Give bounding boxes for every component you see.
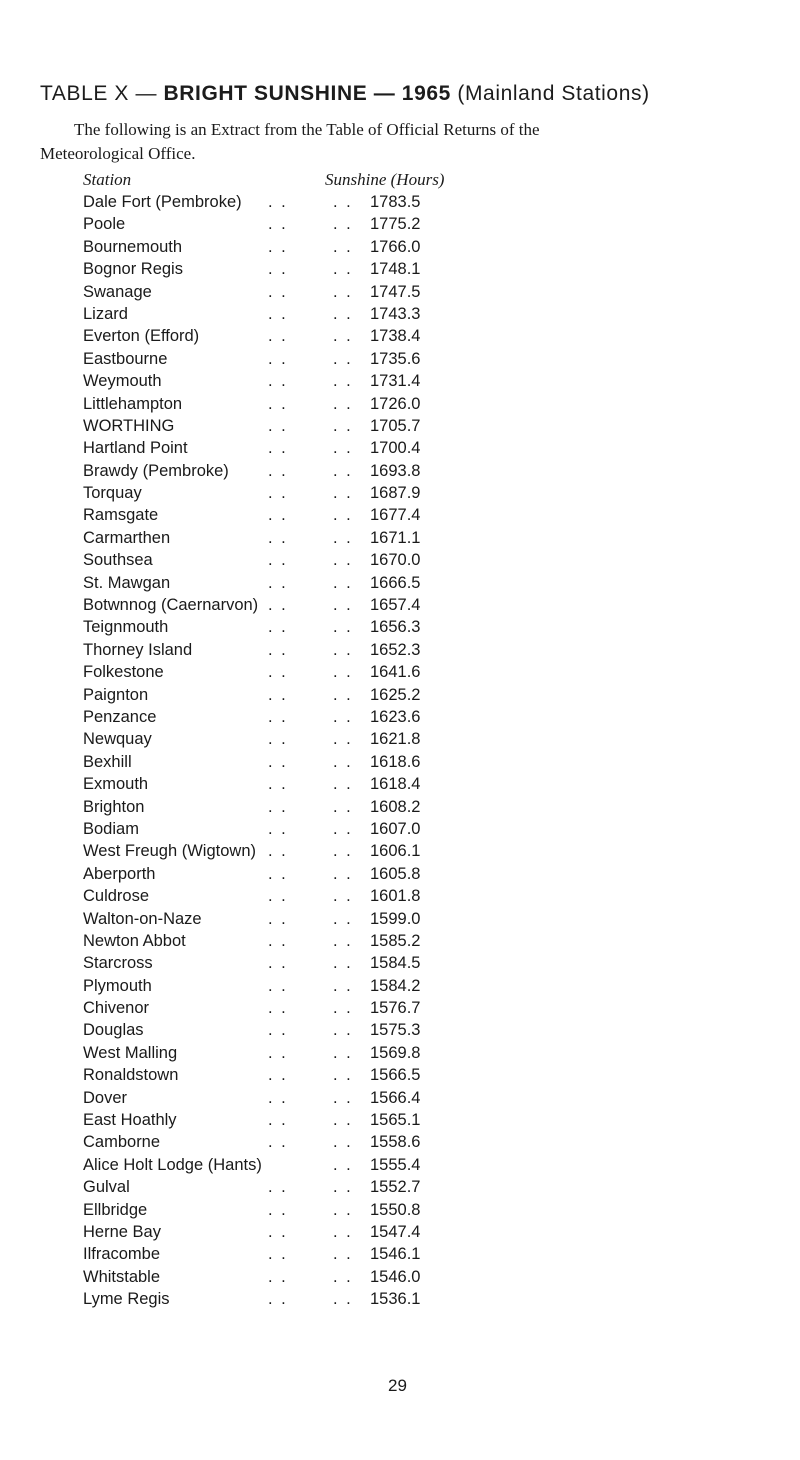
leader-dots: . . [268, 282, 288, 301]
sunshine-table [0, 193, 800, 1313]
table-row [0, 1066, 800, 1088]
table-row [0, 887, 800, 909]
station-name: West Freugh (Wigtown) [83, 842, 256, 861]
leader-dots: . . [333, 551, 353, 570]
table-row [0, 932, 800, 954]
table-row [0, 1268, 800, 1290]
sunshine-hours: 1775.2 [370, 215, 421, 234]
table-row [0, 1089, 800, 1111]
table-row [0, 529, 800, 551]
leader-dots: . . [268, 439, 288, 458]
sunshine-hours: 1726.0 [370, 394, 421, 413]
station-name: Southsea [83, 551, 153, 570]
leader-dots: . . [268, 461, 288, 480]
table-row [0, 798, 800, 820]
sunshine-hours: 1547.4 [370, 1222, 421, 1241]
station-name: Paignton [83, 685, 149, 704]
leader-dots: . . [333, 1290, 353, 1309]
leader-dots: . . [333, 819, 353, 838]
sunshine-hours: 1618.6 [370, 752, 421, 771]
sunshine-hours: 1607.0 [370, 819, 421, 838]
table-row [0, 462, 800, 484]
table-row [0, 551, 800, 573]
table-row [0, 1133, 800, 1155]
table-row [0, 1223, 800, 1245]
sunshine-hours: 1584.2 [370, 976, 421, 995]
leader-dots: . . [333, 909, 353, 928]
leader-dots: . . [333, 394, 353, 413]
leader-dots: . . [333, 304, 353, 323]
station-name: Everton (Efford) [83, 327, 200, 346]
leader-dots: . . [333, 1155, 353, 1174]
leader-dots: . . [268, 215, 288, 234]
leader-dots: . . [268, 394, 288, 413]
sunshine-hours: 1738.4 [370, 327, 421, 346]
station-name: Walton-on-Naze [83, 909, 202, 928]
table-row [0, 350, 800, 372]
station-name: Brawdy (Pembroke) [83, 461, 229, 480]
leader-dots: . . [333, 1267, 353, 1286]
table-row [0, 1156, 800, 1178]
leader-dots: . . [268, 573, 288, 592]
leader-dots: . . [268, 1290, 288, 1309]
sunshine-hours: 1584.5 [370, 954, 421, 973]
table-row [0, 865, 800, 887]
leader-dots: . . [333, 573, 353, 592]
leader-dots: . . [268, 752, 288, 771]
sunshine-hours: 1606.1 [370, 842, 421, 861]
leader-dots: . . [268, 551, 288, 570]
station-name: Teignmouth [83, 618, 169, 637]
station-name: Ellbridge [83, 1200, 148, 1219]
sunshine-hours: 1783.5 [370, 193, 421, 211]
table-row [0, 417, 800, 439]
leader-dots: . . [333, 1200, 353, 1219]
station-name: Bournemouth [83, 237, 183, 256]
leader-dots: . . [333, 1021, 353, 1040]
sunshine-hours: 1575.3 [370, 1021, 421, 1040]
leader-dots: . . [268, 931, 288, 950]
station-name: Douglas [83, 1021, 144, 1040]
heading-prefix: TABLE X — [40, 82, 164, 105]
leader-dots: . . [268, 304, 288, 323]
table-row [0, 910, 800, 932]
leader-dots: . . [268, 484, 288, 503]
table-row [0, 327, 800, 349]
sunshine-hours: 1566.4 [370, 1088, 421, 1107]
leader-dots: . . [333, 215, 353, 234]
sunshine-hours: 1656.3 [370, 618, 421, 637]
leader-dots: . . [268, 349, 288, 368]
station-name: Dale Fort (Pembroke) [83, 193, 242, 211]
leader-dots: . . [268, 797, 288, 816]
leader-dots: . . [333, 775, 353, 794]
table-row [0, 641, 800, 663]
leader-dots: . . [268, 260, 288, 279]
table-row [0, 215, 800, 237]
leader-dots: . . [333, 976, 353, 995]
sunshine-hours: 1558.6 [370, 1133, 421, 1152]
leader-dots: . . [333, 887, 353, 906]
table-row [0, 1290, 800, 1312]
leader-dots: . . [333, 618, 353, 637]
table-row [0, 842, 800, 864]
leader-dots: . . [333, 461, 353, 480]
leader-dots: . . [333, 1066, 353, 1085]
station-name: Littlehampton [83, 394, 183, 413]
leader-dots: . . [333, 260, 353, 279]
sunshine-hours: 1652.3 [370, 640, 421, 659]
leader-dots: . . [268, 730, 288, 749]
leader-dots: . . [333, 752, 353, 771]
leader-dots: . . [333, 372, 353, 391]
leader-dots: . . [268, 1245, 288, 1264]
station-name: Weymouth [83, 372, 162, 391]
station-name: Ronaldstown [83, 1066, 179, 1085]
leader-dots: . . [333, 528, 353, 547]
table-row [0, 775, 800, 797]
leader-dots: . . [333, 1178, 353, 1197]
sunshine-hours: 1555.4 [370, 1155, 421, 1174]
leader-dots: . . [268, 1222, 288, 1241]
station-name: Newton Abbot [83, 931, 186, 950]
leader-dots: . . [333, 193, 353, 211]
table-row [0, 1044, 800, 1066]
leader-dots: . . [268, 1088, 288, 1107]
sunshine-hours: 1605.8 [370, 864, 421, 883]
leader-dots: . . [268, 1043, 288, 1062]
leader-dots: . . [333, 640, 353, 659]
station-name: Aberporth [83, 864, 156, 883]
table-row [0, 238, 800, 260]
leader-dots: . . [268, 193, 288, 211]
heading-suffix: (Mainland Stations) [450, 82, 650, 105]
leader-dots: . . [333, 663, 353, 682]
intro-line-1: The following is an Extract from the Table of Official Returns of the [74, 120, 540, 139]
leader-dots: . . [268, 1133, 288, 1152]
sunshine-hours: 1666.5 [370, 573, 421, 592]
table-row [0, 574, 800, 596]
leader-dots: . . [268, 685, 288, 704]
leader-dots: . . [268, 1111, 288, 1130]
table-row [0, 999, 800, 1021]
station-name: Gulval [83, 1178, 130, 1197]
leader-dots: . . [333, 1222, 353, 1241]
station-name: Torquay [83, 484, 142, 503]
leader-dots: . . [333, 596, 353, 615]
sunshine-hours: 1599.0 [370, 909, 421, 928]
leader-dots: . . [333, 416, 353, 435]
leader-dots: . . [268, 528, 288, 547]
table-row [0, 1178, 800, 1200]
station-name: Poole [83, 215, 126, 234]
table-row [0, 1021, 800, 1043]
station-name: Ramsgate [83, 506, 159, 525]
leader-dots: . . [333, 1088, 353, 1107]
sunshine-hours: 1576.7 [370, 999, 421, 1018]
sunshine-hours: 1546.1 [370, 1245, 421, 1264]
leader-dots: . . [333, 506, 353, 525]
station-name: Carmarthen [83, 528, 171, 547]
leader-dots: . . [268, 707, 288, 726]
table-row [0, 686, 800, 708]
leader-dots: . . [268, 864, 288, 883]
leader-dots: . . [268, 887, 288, 906]
sunshine-hours: 1693.8 [370, 461, 421, 480]
leader-dots: . . [333, 999, 353, 1018]
leader-dots: . . [268, 909, 288, 928]
leader-dots: . . [333, 842, 353, 861]
sunshine-hours: 1625.2 [370, 685, 421, 704]
table-row [0, 977, 800, 999]
table-row [0, 730, 800, 752]
leader-dots: . . [268, 237, 288, 256]
station-name: Herne Bay [83, 1222, 161, 1241]
sunshine-hours: 1657.4 [370, 596, 421, 615]
leader-dots: . . [333, 349, 353, 368]
sunshine-hours: 1747.5 [370, 282, 421, 301]
sunshine-hours: 1565.1 [370, 1111, 421, 1130]
leader-dots: . . [333, 685, 353, 704]
table-row [0, 954, 800, 976]
station-name: Bexhill [83, 752, 132, 771]
leader-dots: . . [333, 864, 353, 883]
leader-dots: . . [333, 484, 353, 503]
station-name: WORTHING [83, 416, 175, 435]
station-name: Alice Holt Lodge (Hants) [83, 1155, 262, 1174]
table-row [0, 753, 800, 775]
table-row [0, 372, 800, 394]
station-name: Botwnnog (Caernarvon) [83, 596, 259, 615]
leader-dots: . . [268, 640, 288, 659]
leader-dots: . . [333, 797, 353, 816]
sunshine-hours: 1700.4 [370, 439, 421, 458]
station-name: Ilfracombe [83, 1245, 161, 1264]
sunshine-hours: 1670.0 [370, 551, 421, 570]
sunshine-hours: 1743.3 [370, 304, 421, 323]
leader-dots: . . [333, 237, 353, 256]
station-name: Starcross [83, 954, 153, 973]
leader-dots: . . [268, 416, 288, 435]
station-name: Thorney Island [83, 640, 193, 659]
leader-dots: . . [268, 819, 288, 838]
sunshine-hours: 1550.8 [370, 1200, 421, 1219]
sunshine-hours: 1766.0 [370, 237, 421, 256]
table-row [0, 1201, 800, 1223]
leader-dots: . . [268, 1200, 288, 1219]
station-name: Chivenor [83, 999, 150, 1018]
table-row [0, 596, 800, 618]
leader-dots: . . [268, 976, 288, 995]
station-name: Folkestone [83, 663, 164, 682]
intro-line-2: Meteorological Office. [40, 144, 196, 163]
leader-dots: . . [268, 775, 288, 794]
table-row [0, 1111, 800, 1133]
sunshine-hours: 1748.1 [370, 260, 421, 279]
table-row [0, 439, 800, 461]
leader-dots: . . [333, 1043, 353, 1062]
station-name: West Malling [83, 1043, 178, 1062]
page-number: 29 [388, 1376, 407, 1395]
table-row [0, 305, 800, 327]
column-header-station: Station [83, 170, 132, 189]
leader-dots: . . [268, 618, 288, 637]
column-header-sunshine: Sunshine (Hours) [325, 170, 445, 189]
sunshine-hours: 1546.0 [370, 1267, 421, 1286]
sunshine-hours: 1731.4 [370, 372, 421, 391]
leader-dots: . . [268, 327, 288, 346]
sunshine-hours: 1585.2 [370, 931, 421, 950]
sunshine-hours: 1618.4 [370, 775, 421, 794]
sunshine-hours: 1601.8 [370, 887, 421, 906]
leader-dots: . . [333, 1111, 353, 1130]
sunshine-hours: 1623.6 [370, 707, 421, 726]
leader-dots: . . [268, 842, 288, 861]
sunshine-hours: 1687.9 [370, 484, 421, 503]
leader-dots: . . [268, 596, 288, 615]
sunshine-hours: 1608.2 [370, 797, 421, 816]
leader-dots: . . [333, 1245, 353, 1264]
leader-dots: . . [268, 372, 288, 391]
leader-dots: . . [268, 506, 288, 525]
leader-dots: . . [268, 1021, 288, 1040]
station-name: Lizard [83, 304, 128, 323]
table-heading [40, 82, 800, 106]
station-name: Dover [83, 1088, 128, 1107]
station-name: Swanage [83, 282, 152, 301]
leader-dots: . . [268, 1178, 288, 1197]
leader-dots: . . [333, 931, 353, 950]
station-name: St. Mawgan [83, 573, 171, 592]
table-row [0, 260, 800, 282]
leader-dots: . . [333, 327, 353, 346]
table-row [0, 193, 800, 215]
table-row [0, 283, 800, 305]
leader-dots: . . [268, 1066, 288, 1085]
sunshine-hours: 1536.1 [370, 1290, 421, 1309]
leader-dots: . . [268, 954, 288, 973]
leader-dots: . . [333, 439, 353, 458]
station-name: Bodiam [83, 819, 139, 838]
leader-dots: . . [333, 707, 353, 726]
station-name: Eastbourne [83, 349, 168, 368]
table-row [0, 395, 800, 417]
sunshine-hours: 1569.8 [370, 1043, 421, 1062]
sunshine-hours: 1735.6 [370, 349, 421, 368]
sunshine-hours: 1705.7 [370, 416, 421, 435]
sunshine-hours: 1677.4 [370, 506, 421, 525]
leader-dots: . . [333, 282, 353, 301]
station-name: Hartland Point [83, 439, 188, 458]
table-row [0, 820, 800, 842]
sunshine-hours: 1621.8 [370, 730, 421, 749]
station-name: East Hoathly [83, 1111, 177, 1130]
leader-dots: . . [268, 999, 288, 1018]
table-row [0, 663, 800, 685]
station-name: Newquay [83, 730, 152, 749]
table-row [0, 484, 800, 506]
table-row [0, 618, 800, 640]
sunshine-hours: 1566.5 [370, 1066, 421, 1085]
station-name: Plymouth [83, 976, 152, 995]
station-name: Culdrose [83, 887, 150, 906]
station-name: Lyme Regis [83, 1290, 170, 1309]
leader-dots: . . [268, 663, 288, 682]
station-name: Bognor Regis [83, 260, 183, 279]
table-row [0, 506, 800, 528]
leader-dots: . . [333, 1133, 353, 1152]
leader-dots: . . [333, 730, 353, 749]
heading-bold: BRIGHT SUNSHINE — 1965 [163, 82, 451, 105]
station-name: Brighton [83, 797, 145, 816]
station-name: Penzance [83, 707, 157, 726]
sunshine-hours: 1641.6 [370, 663, 421, 682]
station-name: Exmouth [83, 775, 149, 794]
sunshine-hours: 1671.1 [370, 528, 421, 547]
sunshine-hours: 1552.7 [370, 1178, 421, 1197]
station-name: Whitstable [83, 1267, 161, 1286]
leader-dots: . . [333, 954, 353, 973]
table-row [0, 708, 800, 730]
table-row [0, 1245, 800, 1267]
station-name: Camborne [83, 1133, 161, 1152]
leader-dots: . . [268, 1267, 288, 1286]
